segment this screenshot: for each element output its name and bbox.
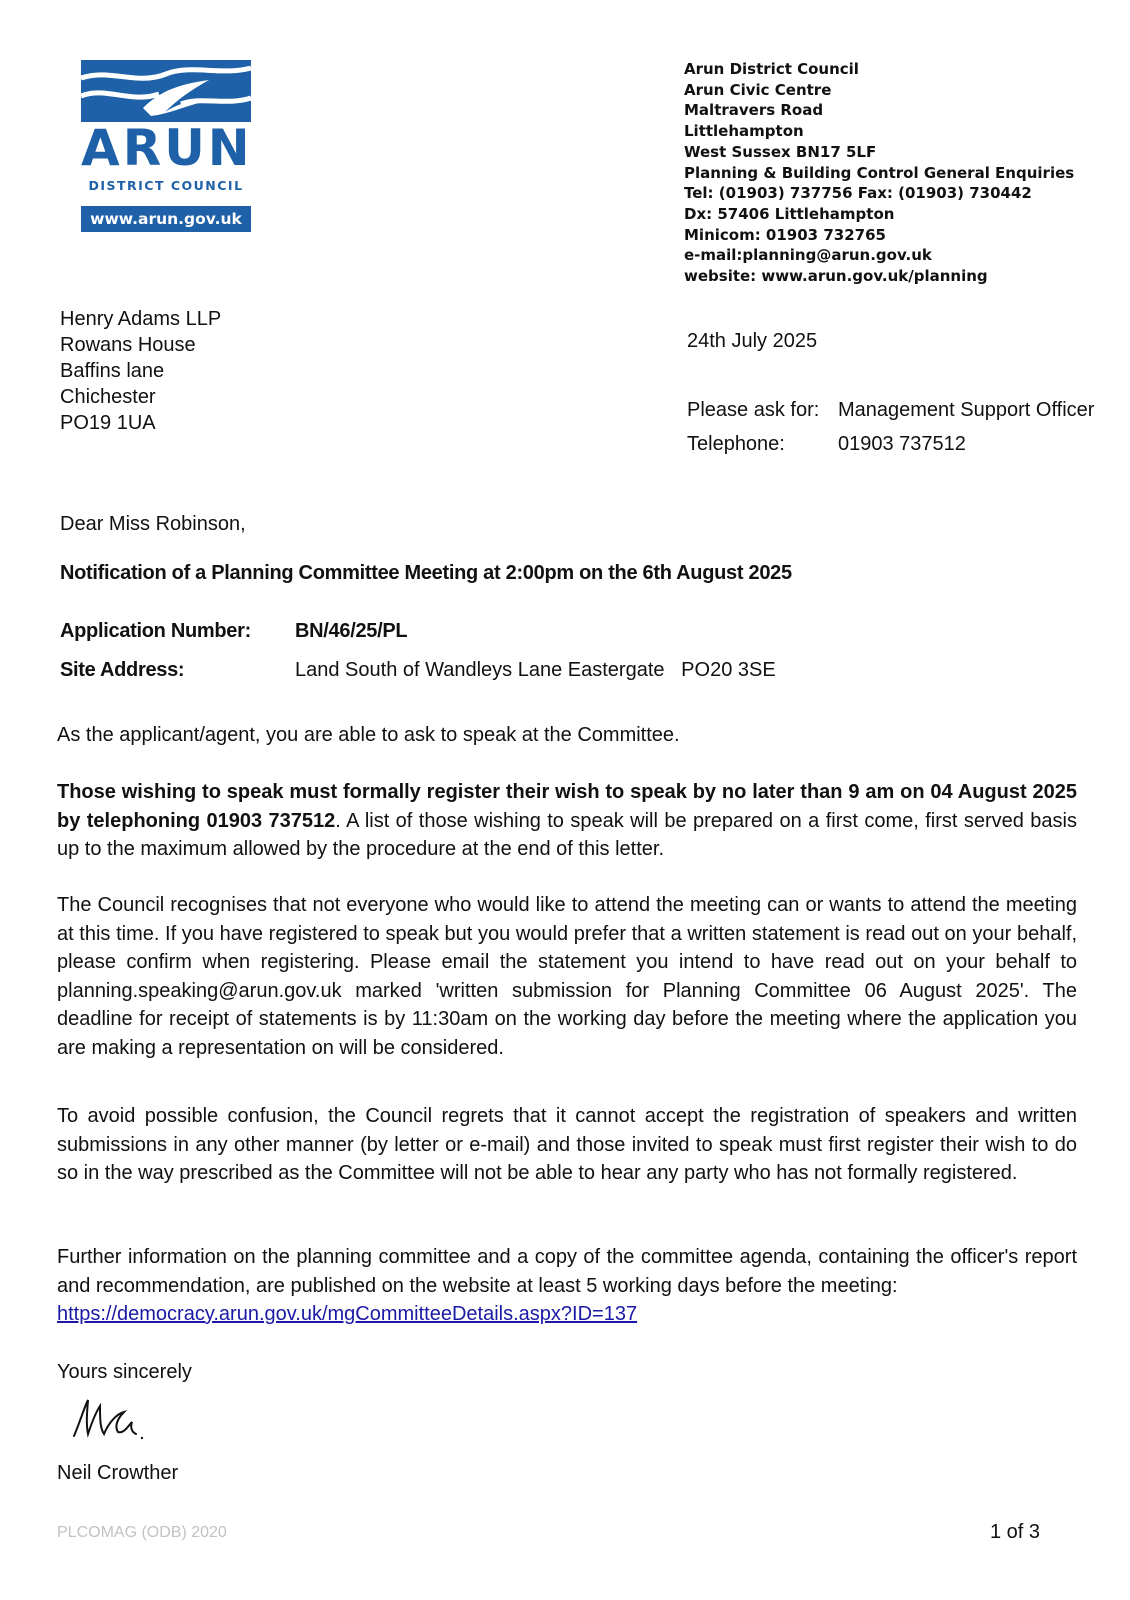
paragraph-registration	[57, 778, 1077, 864]
council-logo	[81, 60, 251, 232]
ask-for-label: Please ask for:	[687, 399, 820, 421]
wave-bird-icon	[81, 60, 251, 122]
site-address-label: Site Address:	[60, 659, 185, 681]
council-address-block	[684, 59, 1074, 287]
application-details	[60, 612, 776, 690]
recipient-line: Baffins lane	[60, 360, 165, 382]
ask-for-value: Management Support Officer	[838, 399, 1095, 421]
council-department: Planning & Building Control General Enquiries	[684, 163, 1075, 182]
recipient-line: Chichester	[60, 386, 156, 408]
council-county-postcode: West Sussex BN17 5LF	[684, 142, 877, 161]
signer-name: Neil Crowther	[57, 1462, 179, 1484]
council-building: Arun Civic Centre	[684, 80, 832, 99]
recipient-address	[60, 306, 221, 436]
council-dx: Dx: 57406 Littlehampton	[684, 204, 895, 223]
committee-details-link[interactable]: https://democracy.arun.gov.uk/mgCommitteeDetails.aspx?ID=137	[57, 1303, 638, 1325]
council-website: website: www.arun.gov.uk/planning	[684, 267, 988, 286]
signature	[70, 1392, 160, 1452]
recipient-line: Henry Adams LLP	[60, 308, 222, 330]
application-number-value: BN/46/25/PL	[295, 620, 408, 642]
council-street: Maltravers Road	[684, 101, 824, 120]
letter-date: 24th July 2025	[687, 330, 818, 352]
council-town: Littlehampton	[684, 122, 804, 141]
telephone-label: Telephone:	[687, 433, 785, 455]
contact-details	[687, 393, 1094, 461]
council-minicom: Minicom: 01903 732765	[684, 225, 886, 244]
paragraph-further-info	[57, 1243, 1077, 1329]
closing: Yours sincerely	[57, 1361, 192, 1383]
paragraph-speak-intro: As the applicant/agent, you are able to ask to speak at the Committee.	[57, 724, 680, 746]
footer-reference: PLCOMAG (ODB) 2020	[57, 1524, 227, 1541]
logo-url: www.arun.gov.uk	[81, 206, 251, 232]
subject-line: Notification of a Planning Committee Meeting at 2:00pm on the 6th August 2025	[60, 562, 792, 584]
further-info-text: Further information on the planning committee and a copy of the committee agenda, containing the officer's report and recommendation, are published on the website at least 5 working days before the meeting:	[57, 1246, 1077, 1297]
paragraph-written-statement: The Council recognises that not everyone who would like to attend the meeting can or wants to attend the meeting at this time. If you have registered to speak but you would prefer that a written statement is read out on your behalf, please confirm when registering. Please email the statement you intend to have read out on your behalf to planning.speaking@arun.gov.uk marked 'written submission for Planning Committee 06 August 2025'. The deadline for receipt of statements is by 11:30am on the working day before the meeting where the application you are making a representation on will be considered.	[57, 894, 1077, 1059]
salutation: Dear Miss Robinson,	[60, 513, 246, 535]
registration-rest-text: . A list of those wishing to speak will be prepared on a first come, first served basis up to the maximum allowed by the procedure at the end of this letter.	[57, 809, 1077, 860]
recipient-line: PO19 1UA	[60, 412, 156, 434]
council-name: Arun District Council	[684, 60, 859, 78]
telephone-value: 01903 737512	[838, 433, 966, 455]
application-number-label: Application Number:	[60, 620, 251, 642]
logo-wordmark: ARUN	[81, 119, 253, 177]
recipient-line: Rowans House	[60, 334, 196, 356]
paragraph-registration-manner: To avoid possible confusion, the Council regrets that it cannot accept the registration of speakers and written submissions in any other manner (by letter or e-mail) and those invited to speak must first register their wish to do so in the way prescribed as the Committee will not be able to hear any party who has not formally registered.	[57, 1105, 1077, 1184]
council-email: e-mail:planning@arun.gov.uk	[684, 246, 932, 265]
registration-deadline-text: Those wishing to speak must formally register their wish to speak by no later than 9 am on 04 August 2025 by telephoning 01903 737512	[57, 781, 1077, 832]
logo-subtitle: DISTRICT COUNCIL	[88, 178, 244, 193]
page-number: 1 of 3	[990, 1521, 1041, 1543]
site-address-value: Land South of Wandleys Lane Eastergate PO20 3SE	[295, 659, 776, 681]
council-tel-fax: Tel: (01903) 737756 Fax: (01903) 730442	[684, 184, 1032, 203]
